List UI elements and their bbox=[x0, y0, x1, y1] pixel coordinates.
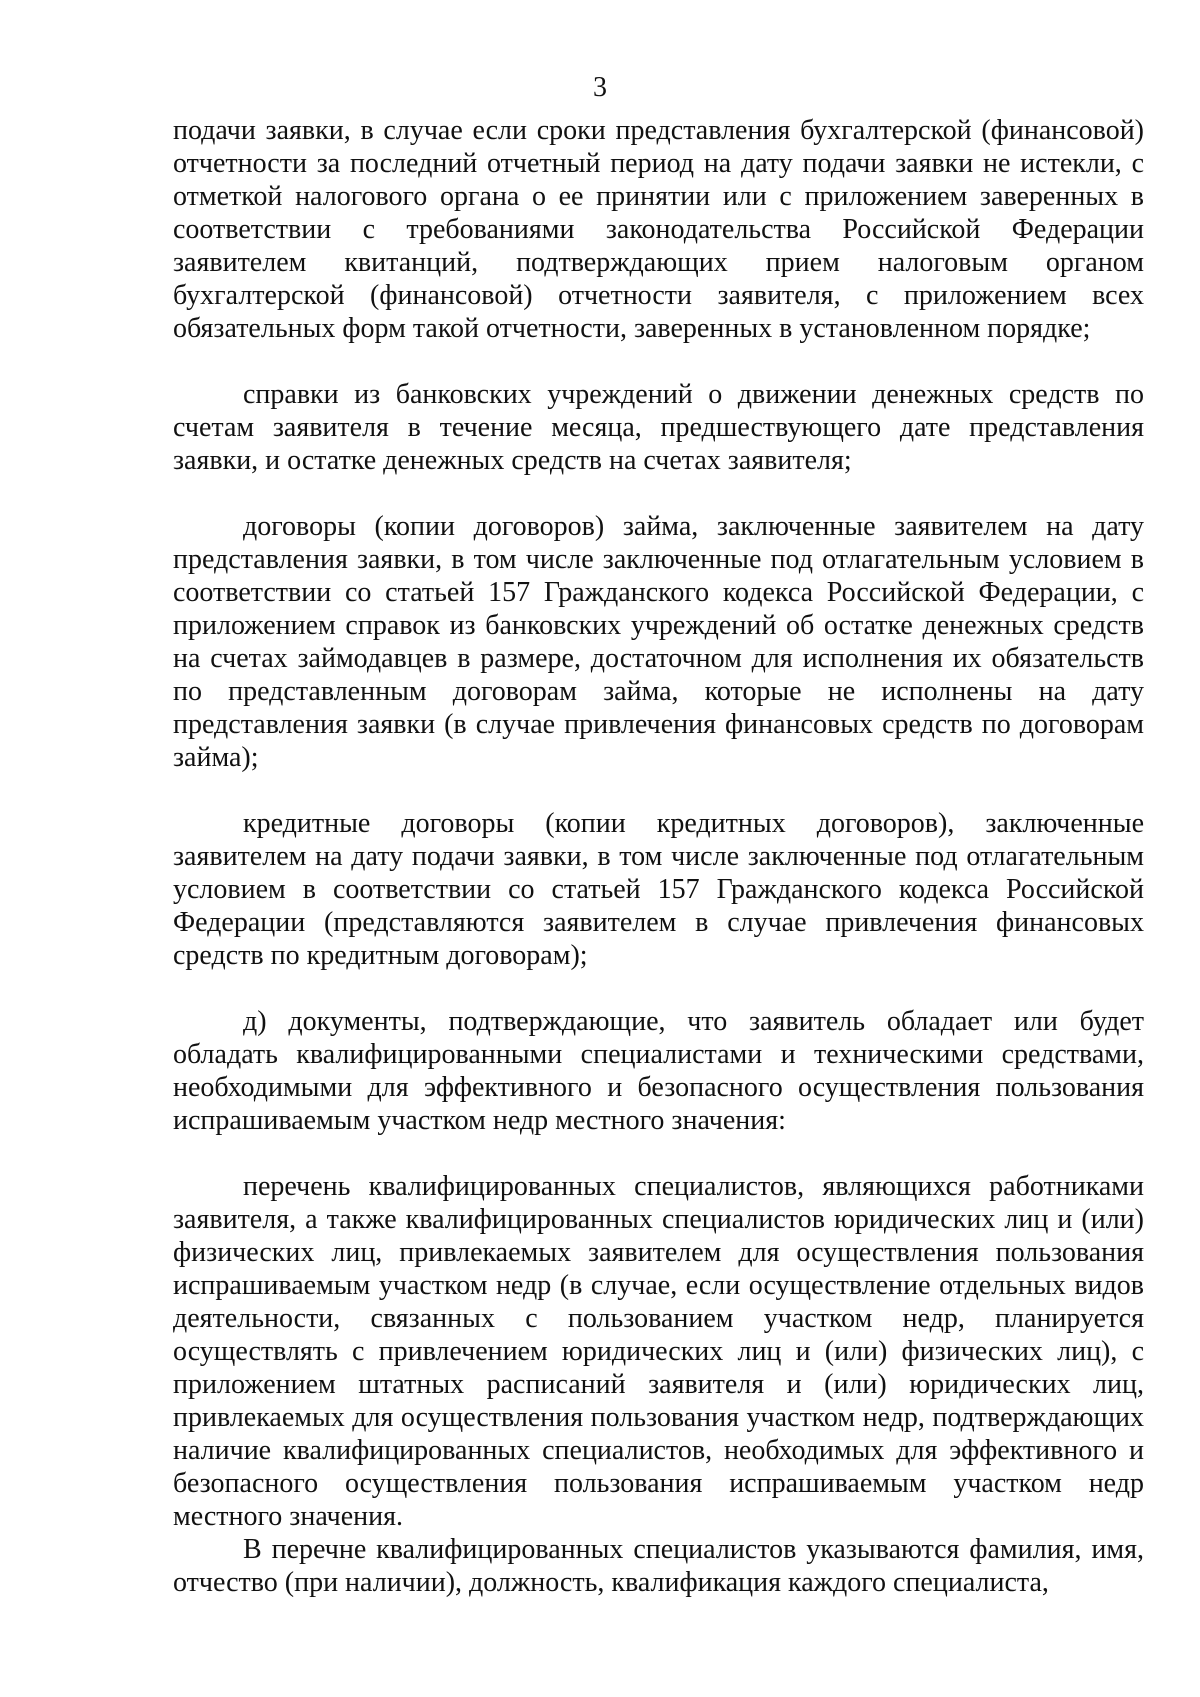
paragraph-specialists-list: перечень квалифицированных специалистов, являющихся работниками заявителя, а также квалифицированных специалистов юридических лиц и (или) физических лиц, привлекаемых заявителем для осуществления пользования испрашиваемым участком недр (в случае, если осуществление отдельных видов деятельности, связанных с пользованием участком недр, планируется осуществлять с привлечением юридических лиц и (или) физических лиц), с приложением штатных расписаний заявителя и (или) юридических лиц, привлекаемых для осуществления пользования участком недр, подтверждающих наличие квалифицированных специалистов, необходимых для эффективного и безопасного осуществления пользования испрашиваемым участком недр местного значения. bbox=[173, 1171, 1144, 1532]
document-body bbox=[173, 114, 1144, 1599]
paragraph-loan-agreements: договоры (копии договоров) займа, заключенные заявителем на дату представления заявки, в том числе заключенные под отлагательным условием в соответствии со статьей 157 Гражданского кодекса Российской Федерации, с приложением справок из банковских учреждений об остатке денежных средств на счетах займодавцев в размере, достаточном для исполнения их обязательств по представленным договорам займа, которые не исполнены на дату представления заявки (в случае привлечения финансовых средств по договорам займа); bbox=[173, 511, 1144, 773]
paragraph-qualification-documents: д) документы, подтверждающие, что заявитель обладает или будет обладать квалифицированными специалистами и техническими средствами, необходимыми для эффективного и безопасного осуществления пользования испрашиваемым участком недр местного значения: bbox=[173, 1006, 1144, 1136]
paragraph-specialists-details: В перечне квалифицированных специалистов указываются фамилия, имя, отчество (при наличии), должность, квалификация каждого специалиста, bbox=[173, 1534, 1144, 1598]
paragraph-financial-reporting: подачи заявки, в случае если сроки представления бухгалтерской (финансовой) отчетности за последний отчетный период на дату подачи заявки не истекли, с отметкой налогового органа о ее принятии или с приложением заверенных в соответствии с требованиями законодательства Российской Федерации заявителем квитанций, подтверждающих прием налоговым органом бухгалтерской (финансовой) отчетности заявителя, с приложением всех обязательных форм такой отчетности, заверенных в установленном порядке; bbox=[173, 115, 1144, 344]
paragraph-credit-agreements: кредитные договоры (копии кредитных договоров), заключенные заявителем на дату подачи заявки, в том числе заключенные под отлагательным условием в соответствии со статьей 157 Гражданского кодекса Российской Федерации (представляются заявителем в случае привлечения финансовых средств по кредитным договорам); bbox=[173, 808, 1144, 971]
paragraph-bank-statements: справки из банковских учреждений о движении денежных средств по счетам заявителя в течение месяца, предшествующего дате представления заявки, и остатке денежных средств на счетах заявителя; bbox=[173, 379, 1144, 476]
page-number: 3 bbox=[593, 72, 607, 103]
